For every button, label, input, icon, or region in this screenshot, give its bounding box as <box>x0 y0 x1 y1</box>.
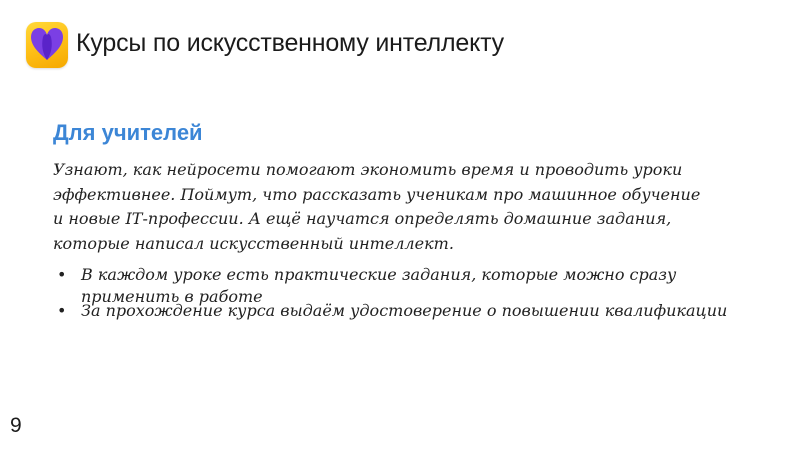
logo-icon <box>26 22 68 68</box>
paragraph-line: эффективнее. Поймут, что рассказать ученикам про машинное обучение <box>53 184 701 204</box>
bullet-dot: • <box>57 301 67 320</box>
section-heading: Для учителей <box>53 120 203 145</box>
header-title: Курсы по искусственному интеллекту <box>76 29 504 57</box>
description-paragraph <box>53 158 743 256</box>
bullet-text-line: применить в работе <box>81 287 263 306</box>
paragraph-line: и новые IT‑профессии. А ещё научатся определять домашние задания, <box>53 209 672 228</box>
bullet-text: За прохождение курса выдаём удостоверение о повышении квалификации <box>81 301 728 320</box>
paragraph-line: Узнают, как нейросети помогают экономить время и проводить уроки <box>53 160 683 179</box>
bullet-dot: • <box>57 265 67 284</box>
bullet-list <box>53 264 773 322</box>
bullet-item-practical-tasks <box>53 264 773 306</box>
bullet-item-certificate <box>53 300 773 322</box>
paragraph-line: которые написал искусственный интеллект. <box>53 233 454 253</box>
bullet-text-line: В каждом уроке есть практические задания, которые можно сразу <box>81 265 677 284</box>
page-number: 9 <box>10 414 22 437</box>
